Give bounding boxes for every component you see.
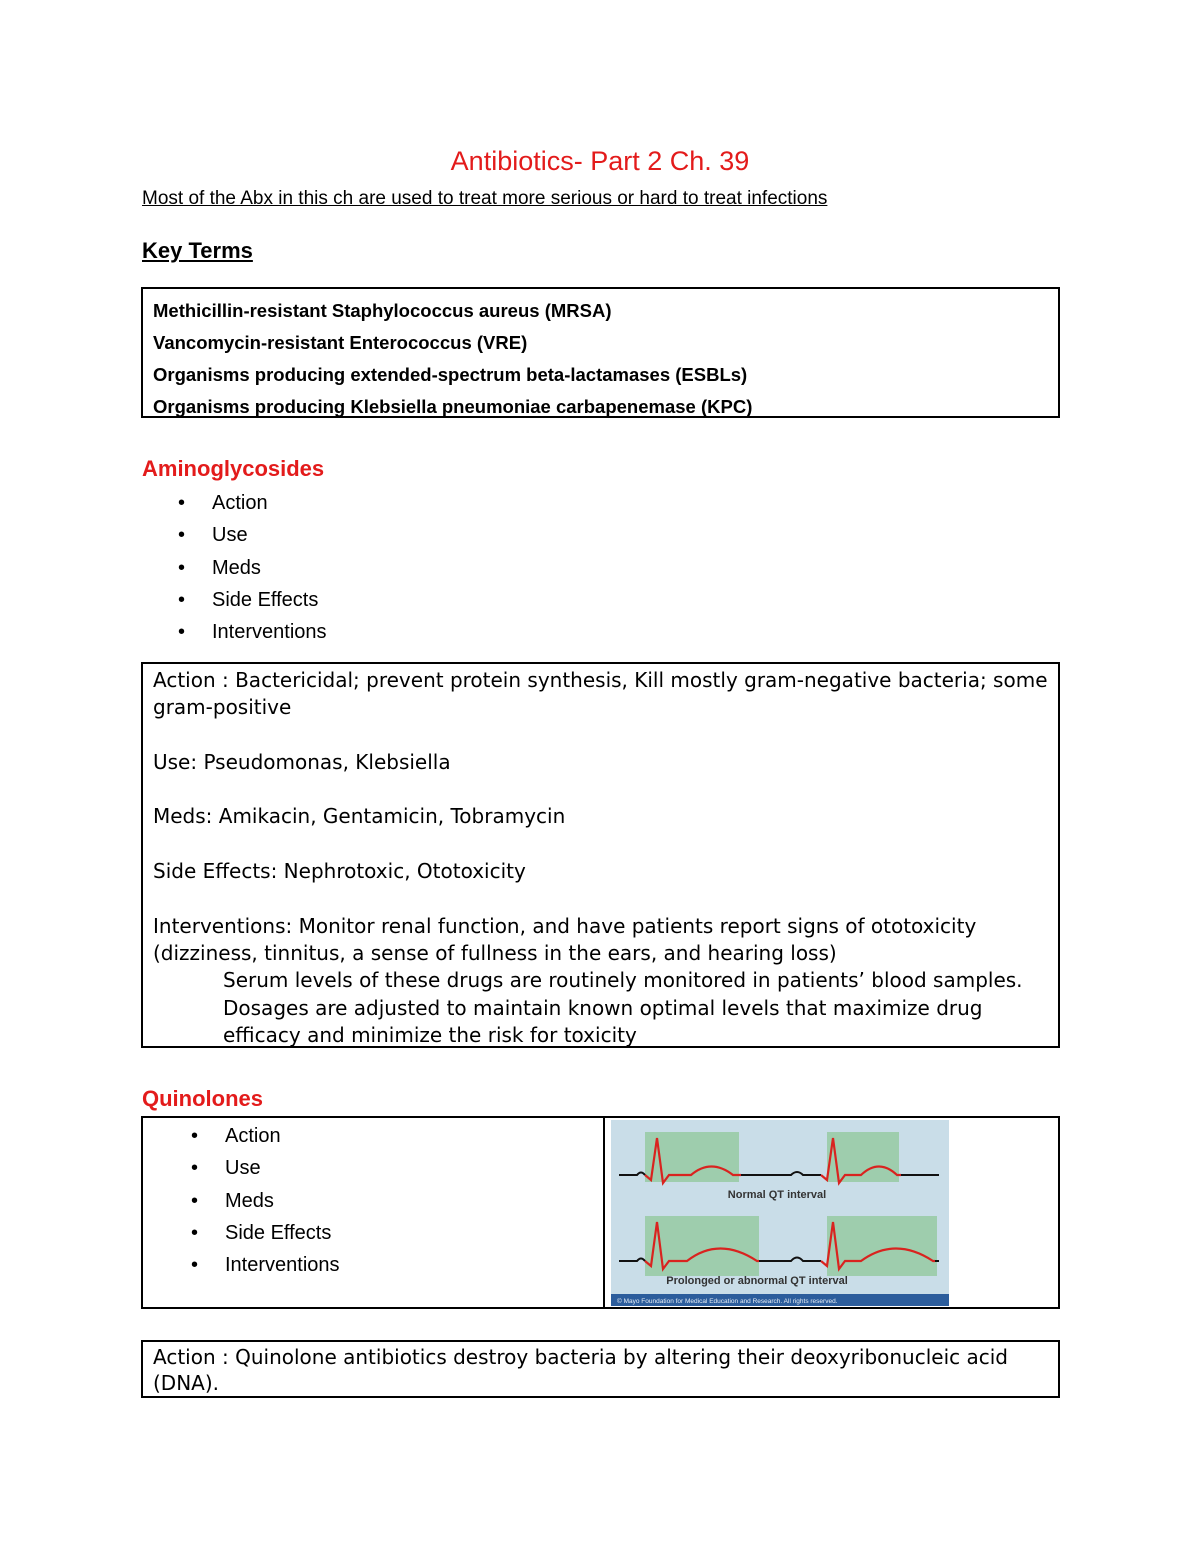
figure-credit: © Mayo Foundation for Medical Education and Research. All rights reserved.: [617, 1298, 838, 1305]
bullet-icon: •: [178, 556, 186, 579]
list-item: • Interventions: [142, 616, 327, 648]
aminoglycosides-side-effects: Side Effects: Nephrotoxic, Ototoxicity: [153, 859, 526, 884]
list-item: • Interventions: [155, 1249, 340, 1281]
aminoglycosides-interventions: Interventions: Monitor renal function, and have patients report signs of ototoxicity (dizziness, tinnitus, a sense of fullness in the ears, and hearing loss): [153, 913, 977, 965]
bullet-icon: •: [191, 1254, 199, 1277]
quinolones-action: Action : Quinolone antibiotics destroy bacteria by altering their deoxyribonucleic acid (DNA).: [153, 1345, 1008, 1395]
list-item: • Side Effects: [155, 1217, 340, 1249]
quinolones-heading: Quinolones: [142, 1086, 263, 1111]
list-item: • Use: [155, 1152, 340, 1184]
list-item: • Meds: [155, 1185, 340, 1217]
list-item: • Side Effects: [142, 584, 327, 616]
key-terms-heading: Key Terms: [142, 238, 253, 263]
quinolones-bullet-list: [155, 1120, 340, 1281]
bullet-icon: •: [178, 588, 186, 611]
page-subtitle: Most of the Abx in this ch are used to treat more serious or hard to treat infections: [142, 188, 828, 209]
table-divider: [603, 1118, 605, 1307]
list-item: • Action: [155, 1120, 340, 1152]
bullet-icon: •: [191, 1125, 199, 1147]
bullet-icon: •: [178, 621, 186, 644]
aminoglycosides-serum-levels: Serum levels of these drugs are routinely monitored in patients’ blood samples. Dosages are adjusted to maintain known optimal levels that maximize drug efficacy and minimize the risk for toxicity: [223, 968, 1023, 1047]
bullet-icon: •: [191, 1189, 199, 1212]
prolonged-qt-highlight-2: [827, 1216, 937, 1276]
bullet-icon: •: [178, 492, 186, 514]
aminoglycosides-meds: Meds: Amikacin, Gentamicin, Tobramycin: [153, 804, 566, 829]
aminoglycosides-bullet-list: [142, 487, 327, 648]
prolonged-qt-label: Prolonged or abnormal QT interval: [666, 1275, 848, 1287]
aminoglycosides-use: Use: Pseudomonas, Klebsiella: [153, 749, 451, 774]
aminoglycosides-detail-box: [141, 662, 1060, 1048]
list-item: • Meds: [142, 552, 327, 584]
list-item: • Action: [142, 487, 327, 519]
bullet-icon: •: [178, 524, 186, 547]
page-title: Antibiotics- Part 2 Ch. 39: [450, 146, 750, 176]
bullet-icon: •: [191, 1157, 199, 1180]
aminoglycosides-heading: Aminoglycosides: [142, 456, 325, 481]
key-term-vre: Vancomycin-resistant Enterococcus (VRE): [153, 332, 528, 353]
key-term-mrsa: Methicillin-resistant Staphylococcus aureus (MRSA): [153, 300, 612, 321]
key-terms-box: [141, 287, 1060, 418]
quinolones-action-box: [141, 1340, 1060, 1398]
quinolones-table: [141, 1116, 1060, 1309]
list-item: • Use: [142, 519, 327, 551]
key-term-esbl: Organisms producing extended-spectrum beta-lactamases (ESBLs): [153, 364, 748, 385]
normal-qt-label: Normal QT interval: [727, 1189, 827, 1201]
bullet-icon: •: [191, 1221, 199, 1244]
aminoglycosides-action: Action : Bactericidal; prevent protein synthesis, Kill mostly gram-negative bacteria; some gram-positive: [153, 668, 1048, 720]
qt-interval-figure: [611, 1120, 949, 1306]
key-term-kpc: Organisms producing Klebsiella pneumoniae carbapenemase (KPC): [153, 396, 753, 417]
